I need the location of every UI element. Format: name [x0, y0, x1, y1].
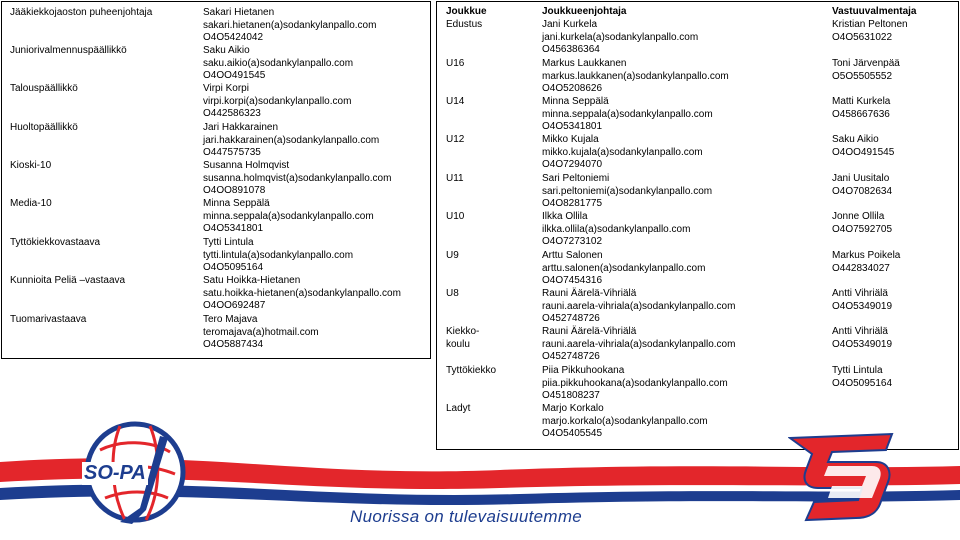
official-phone: O4OO491545 — [203, 70, 266, 82]
team-name-line: U16 — [446, 58, 465, 69]
leader-phone: O4O7294070 — [542, 159, 603, 171]
team-leader — [542, 19, 698, 57]
official-role: Tyttökiekkovastaava — [10, 237, 101, 248]
team-coach — [832, 19, 908, 44]
team-leader — [542, 288, 735, 326]
coach-name: Kristian Peltonen — [832, 19, 908, 30]
leader-phone: O452748726 — [542, 351, 600, 363]
officials-table — [1, 1, 431, 359]
team-name-line: Tyttökiekko — [446, 365, 497, 376]
official-contact — [203, 275, 401, 313]
team-leader — [542, 134, 703, 172]
team-name-line: Ladyt — [446, 403, 471, 414]
coach-name: Antti Vihriälä — [832, 326, 888, 337]
team-coach — [832, 288, 892, 313]
header-coach: Vastuuvalmentaja — [832, 6, 917, 17]
leader-email: sari.peltoniemi(a)sodankylanpallo.com — [542, 185, 713, 197]
coach-phone: O4OO491545 — [832, 146, 895, 158]
team-name-line: U12 — [446, 134, 465, 145]
official-contact — [203, 160, 391, 198]
team-name — [446, 96, 464, 109]
team-leader — [542, 250, 705, 288]
coach-phone: O4O5349019 — [832, 300, 893, 312]
coach-phone: O4O7082634 — [832, 185, 893, 197]
official-name: Susanna Holmqvist — [203, 160, 290, 171]
official-email: saku.aikio(a)sodankylanpallo.com — [203, 57, 354, 69]
leader-email: arttu.salonen(a)sodankylanpallo.com — [542, 262, 706, 274]
team-name — [446, 326, 479, 351]
official-name: Tytti Lintula — [203, 237, 254, 248]
leader-name: Arttu Salonen — [542, 250, 603, 261]
official-contact — [203, 314, 319, 352]
official-contact — [203, 198, 374, 236]
coach-name: Saku Aikio — [832, 134, 879, 145]
leader-phone: O4O7273102 — [542, 236, 603, 248]
header-team: Joukkue — [446, 6, 487, 17]
leader-phone: O4O5341801 — [542, 121, 603, 133]
team-name — [446, 19, 482, 32]
official-role: Kioski-10 — [10, 160, 52, 171]
leader-name: Rauni Äärelä-Vihriälä — [542, 288, 637, 299]
header-leader: Joukkueenjohtaja — [542, 6, 627, 17]
coach-name: Toni Järvenpää — [832, 58, 900, 69]
official-email: jari.hakkarainen(a)sodankylanpallo.com — [203, 134, 380, 146]
team-coach — [832, 173, 892, 198]
coach-name: Antti Vihriälä — [832, 288, 888, 299]
team-name — [446, 288, 459, 301]
official-role: Media-10 — [10, 198, 52, 209]
team-leader — [542, 211, 690, 249]
official-phone: O4O5341801 — [203, 223, 264, 235]
official-role: Tuomarivastaava — [10, 314, 87, 325]
team-leader — [542, 58, 729, 96]
team-name-line: U11 — [446, 173, 464, 184]
official-phone: O4O5887434 — [203, 339, 264, 351]
coach-name: Jani Uusitalo — [832, 173, 890, 184]
team-name-line: Kiekko- — [446, 326, 480, 337]
official-role: Huoltopäällikkö — [10, 122, 78, 133]
leader-name: Jani Kurkela — [542, 19, 598, 30]
official-phone: O4O5095164 — [203, 262, 264, 274]
official-email: minna.seppala(a)sodankylanpallo.com — [203, 210, 374, 222]
official-phone: O4OO891078 — [203, 185, 266, 197]
leader-name: Marjo Korkalo — [542, 403, 604, 414]
leader-name: Piia Pikkuhookana — [542, 365, 625, 376]
official-phone: O442586323 — [203, 108, 261, 120]
leader-email: jani.kurkela(a)sodankylanpallo.com — [542, 31, 699, 43]
official-role: Jääkiekkojaoston puheenjohtaja — [10, 7, 153, 18]
team-coach — [832, 134, 894, 159]
leader-phone: O456386364 — [542, 44, 600, 56]
team-leader — [542, 173, 712, 211]
team-name — [446, 403, 470, 416]
official-email: teromajava(a)hotmail.com — [203, 326, 319, 338]
leader-name: Rauni Äärelä-Vihriälä — [542, 326, 637, 337]
sopa-logo — [80, 420, 190, 528]
coach-phone: O4O7592705 — [832, 223, 893, 235]
leader-phone: O4O5208626 — [542, 83, 603, 95]
official-phone: O447575735 — [203, 147, 261, 159]
official-email: virpi.korpi(a)sodankylanpallo.com — [203, 95, 352, 107]
coach-phone: O458667636 — [832, 108, 890, 120]
team-coach — [832, 250, 900, 275]
official-name: Sakari Hietanen — [203, 7, 275, 18]
sopa-logo-text: SO-PA — [84, 462, 146, 484]
teams-table — [436, 1, 959, 450]
leader-name: Markus Laukkanen — [542, 58, 627, 69]
official-role: Juniorivalmennuspäällikkö — [10, 45, 127, 56]
coach-name: Tytti Lintula — [832, 365, 883, 376]
official-name: Tero Majava — [203, 314, 258, 325]
team-name-line: koulu — [446, 338, 470, 350]
official-contact — [203, 45, 353, 83]
leader-name: Ilkka Ollila — [542, 211, 588, 222]
coach-name: Matti Kurkela — [832, 96, 891, 107]
leader-email: markus.laukkanen(a)sodankylanpallo.com — [542, 70, 729, 82]
leader-phone: O4O8281775 — [542, 198, 603, 210]
team-coach — [832, 326, 892, 351]
team-name-line: Edustus — [446, 19, 483, 30]
red-s-logo-icon — [788, 432, 898, 522]
team-name — [446, 250, 459, 263]
slogan: Nuorissa on tulevaisuutemme — [350, 507, 583, 526]
leader-name: Mikko Kujala — [542, 134, 599, 145]
team-name-line: U14 — [446, 96, 465, 107]
leader-phone: O452748726 — [542, 313, 600, 325]
team-coach — [832, 211, 892, 236]
team-name — [446, 134, 464, 147]
team-name — [446, 173, 464, 186]
team-name — [446, 365, 496, 378]
leader-phone: O451808237 — [542, 390, 600, 402]
coach-phone: O4O5095164 — [832, 377, 893, 389]
team-coach — [832, 58, 900, 83]
official-role: Kunnioita Peliä –vastaava — [10, 275, 126, 286]
official-contact — [203, 237, 353, 275]
leader-email: rauni.aarela-vihriala(a)sodankylanpallo.com — [542, 300, 736, 312]
leader-phone: O4O5405545 — [542, 428, 603, 440]
coach-phone: O442834027 — [832, 262, 890, 274]
coach-phone: O4O5631022 — [832, 31, 893, 43]
official-name: Jari Hakkarainen — [203, 122, 279, 133]
team-name — [446, 211, 464, 224]
leader-name: Minna Seppälä — [542, 96, 609, 107]
official-contact — [203, 122, 379, 160]
team-leader — [542, 96, 713, 134]
official-role: Talouspäällikkö — [10, 83, 78, 94]
team-leader — [542, 326, 735, 364]
team-coach — [832, 96, 890, 121]
leader-email: minna.seppala(a)sodankylanpallo.com — [542, 108, 713, 120]
leader-email: mikko.kujala(a)sodankylanpallo.com — [542, 146, 703, 158]
leader-email: piia.pikkuhookana(a)sodankylanpallo.com — [542, 377, 728, 389]
official-contact — [203, 7, 376, 45]
team-name-line: U8 — [446, 288, 459, 299]
leader-phone: O4O7454316 — [542, 275, 603, 287]
official-name: Minna Seppälä — [203, 198, 270, 209]
team-leader — [542, 365, 728, 403]
official-email: tytti.lintula(a)sodankylanpallo.com — [203, 249, 354, 261]
team-leader — [542, 403, 708, 441]
coach-phone: O4O5349019 — [832, 338, 893, 350]
leader-name: Sari Peltoniemi — [542, 173, 610, 184]
official-phone: O4O5424042 — [203, 32, 264, 44]
team-name-line: U9 — [446, 250, 459, 261]
coach-name: Jonne Ollila — [832, 211, 885, 222]
coach-phone: O5O5505552 — [832, 70, 893, 82]
leader-email: ilkka.ollila(a)sodankylanpallo.com — [542, 223, 691, 235]
official-email: susanna.holmqvist(a)sodankylanpallo.com — [203, 172, 392, 184]
coach-name: Markus Poikela — [832, 250, 901, 261]
official-name: Saku Aikio — [203, 45, 250, 56]
official-phone: O4OO692487 — [203, 300, 266, 312]
leader-email: rauni.aarela-vihriala(a)sodankylanpallo.com — [542, 338, 736, 350]
official-email: satu.hoikka-hietanen(a)sodankylanpallo.com — [203, 287, 401, 299]
team-name — [446, 58, 464, 71]
team-name-line: U10 — [446, 211, 465, 222]
official-contact — [203, 83, 351, 121]
leader-email: marjo.korkalo(a)sodankylanpallo.com — [542, 415, 708, 427]
team-coach — [832, 365, 892, 390]
official-name: Satu Hoikka-Hietanen — [203, 275, 301, 286]
official-email: sakari.hietanen(a)sodankylanpallo.com — [203, 19, 377, 31]
official-name: Virpi Korpi — [203, 83, 249, 94]
